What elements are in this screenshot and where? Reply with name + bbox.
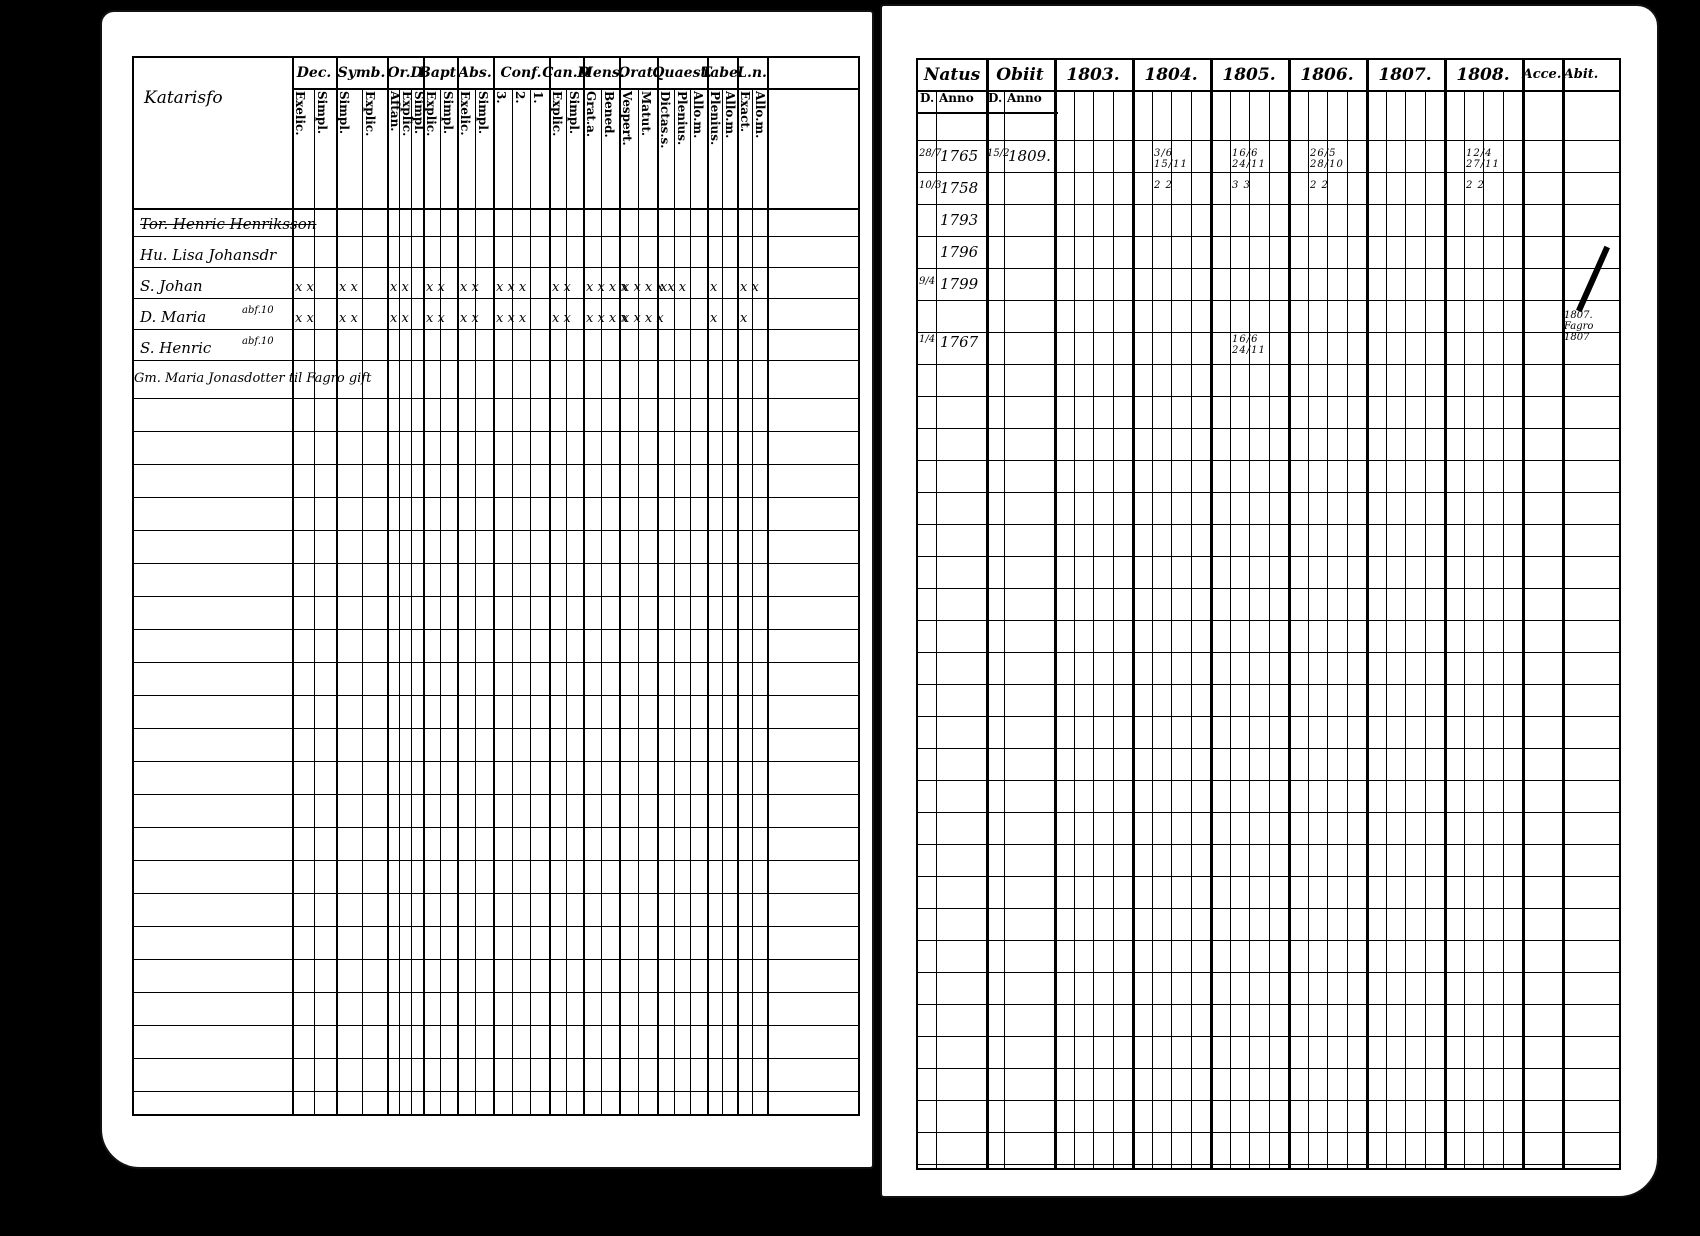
column-header: 1806. <box>1300 64 1354 85</box>
subcolumn-divider <box>1113 90 1114 1168</box>
sub-header-anno: Anno <box>939 91 974 105</box>
sub-header-anno: Anno <box>1007 91 1042 105</box>
row-rule <box>134 860 858 861</box>
subcolumn-header <box>292 89 314 199</box>
column-header: Obiit <box>996 64 1044 85</box>
check-mark: x x <box>460 311 479 326</box>
row-rule <box>918 524 1619 525</box>
row-rule <box>918 172 1619 173</box>
subcolumn-divider <box>530 88 531 1114</box>
row-rule <box>134 360 858 361</box>
row-rule <box>134 497 858 498</box>
subcolumn-divider <box>1386 90 1387 1168</box>
column-group-header: Abs. <box>458 64 492 81</box>
subcolumn-divider <box>475 88 476 1114</box>
natus-day: 28/7 <box>919 148 942 159</box>
subcolumn-divider <box>1191 90 1192 1168</box>
column-divider <box>457 58 459 1114</box>
subcolumn-header <box>583 89 601 199</box>
column-header: 1808. <box>1456 64 1510 85</box>
check-mark: x x x x <box>586 311 628 326</box>
subcolumn-header <box>512 89 531 199</box>
column-group-header: Mens. <box>577 64 625 81</box>
obiit-day: 15/2 <box>987 148 1010 159</box>
subcolumn-header <box>752 89 767 199</box>
subcolumn-divider <box>512 88 513 1114</box>
left-register-table <box>132 56 860 1116</box>
right-page <box>880 4 1659 1198</box>
row-rule <box>918 1036 1619 1037</box>
subcolumn-divider <box>936 90 937 1168</box>
column-divider <box>493 58 495 1114</box>
name-column-header: Katarisfo <box>144 88 223 108</box>
check-mark: x x <box>390 280 409 295</box>
check-mark: x x x <box>496 311 527 326</box>
subcolumn-label: Explic. <box>424 91 438 137</box>
subcolumn-label: Aftan. <box>388 91 402 132</box>
row-rule <box>918 300 1619 301</box>
check-mark: x x <box>552 311 571 326</box>
check-mark: x x x x <box>622 311 664 326</box>
row-rule <box>918 812 1619 813</box>
natus-year: 1765 <box>940 147 979 165</box>
subcolumn-header <box>475 89 493 199</box>
natus-day: 9/4 <box>919 276 936 287</box>
subcolumn-divider <box>638 88 639 1114</box>
check-mark: x x <box>295 280 314 295</box>
column-divider <box>1444 60 1447 1168</box>
natus-year: 1767 <box>940 333 979 351</box>
row-rule <box>918 748 1619 749</box>
subcolumn-divider <box>752 88 753 1114</box>
subcolumn-label: Vespert. <box>620 91 634 146</box>
subcolumn-label: Simpl. <box>567 91 581 135</box>
column-divider <box>1522 60 1525 1168</box>
subcolumn-label: Plenius. <box>674 91 689 146</box>
year-mark: 2 2 <box>1310 180 1329 191</box>
check-mark: x <box>710 311 718 326</box>
row-rule <box>134 959 858 960</box>
subcolumn-header <box>601 89 619 199</box>
natus-year: 1793 <box>940 211 979 229</box>
row-rule <box>134 398 858 399</box>
column-header: 1803. <box>1066 64 1120 85</box>
abiit-note: 1807. Fagro 1807 <box>1564 310 1594 343</box>
subcolumn-divider <box>1269 90 1270 1168</box>
column-divider <box>583 58 585 1114</box>
subcolumn-label: Allo.m. <box>691 91 706 139</box>
left-page <box>100 10 874 1169</box>
subcolumn-divider <box>1074 90 1075 1168</box>
column-divider <box>549 58 551 1114</box>
year-mark: 16/6 24/11 <box>1232 334 1266 356</box>
row-rule <box>918 332 1619 333</box>
subcolumn-header <box>530 89 549 199</box>
subcolumn-label: Explic. <box>550 91 564 137</box>
row-rule <box>134 794 858 795</box>
year-mark: 2 2 <box>1466 180 1485 191</box>
subcolumn-divider <box>1152 90 1153 1168</box>
row-rule <box>918 940 1619 941</box>
row-rule <box>918 652 1619 653</box>
row-rule <box>134 267 858 268</box>
subcolumn-header <box>399 89 414 199</box>
row-rule <box>918 1004 1619 1005</box>
subcolumn-header <box>457 89 475 199</box>
obiit-year: 1809. <box>1008 147 1051 165</box>
extra-entry: Gm. Maria Jonasdotter til Fagro gift <box>134 371 372 386</box>
subcolumn-label: Simpl. <box>476 91 490 135</box>
subcolumn-label: Plenius. <box>708 91 722 146</box>
subcolumn-label: Exact. <box>738 91 752 133</box>
column-group-header: Symb. <box>337 64 386 81</box>
subcolumn-divider <box>722 88 723 1114</box>
subcolumn-label: 1. <box>531 91 546 104</box>
row-rule <box>918 236 1619 237</box>
subcolumn-header <box>737 89 752 199</box>
column-group-header: Or.D <box>387 64 423 81</box>
subcolumn-label: Exelic. <box>293 91 307 136</box>
row-rule <box>134 530 858 531</box>
subcolumn-label: Grat.a. <box>584 91 598 138</box>
subcolumn-divider <box>1249 90 1250 1168</box>
row-rule <box>918 556 1619 557</box>
row-rule <box>134 926 858 927</box>
sub-header-d: D. <box>988 91 1003 105</box>
row-rule <box>134 893 858 894</box>
row-rule <box>918 1068 1619 1069</box>
natus-day: 1/4 <box>919 334 936 345</box>
year-mark: 12/4 27/11 <box>1466 148 1500 170</box>
subcolumn-header <box>387 89 402 199</box>
row-rule <box>918 396 1619 397</box>
natus-year: 1796 <box>940 243 979 261</box>
column-group-header: Bapt. <box>418 64 462 81</box>
row-rule <box>918 876 1619 877</box>
subcolumn-divider <box>1093 90 1094 1168</box>
column-header: Abit. <box>1563 67 1599 82</box>
column-group-header: L.n. <box>737 64 767 81</box>
subcolumn-divider <box>674 88 675 1114</box>
check-mark: x <box>740 311 748 326</box>
column-divider <box>1288 60 1291 1168</box>
person-note: abf.10 <box>242 336 274 347</box>
subcolumn-divider <box>362 88 363 1114</box>
subcolumn-header <box>362 89 388 199</box>
row-rule <box>134 761 858 762</box>
column-group-header: Can.D <box>542 64 590 81</box>
subcolumn-header <box>411 89 426 199</box>
column-group-header: Dec. <box>296 64 332 81</box>
column-divider <box>336 58 338 1114</box>
subcolumn-label: Simpl. <box>441 91 455 135</box>
subcolumn-label: Exelic. <box>458 91 472 136</box>
subcolumn-divider <box>1425 90 1426 1168</box>
person-note: abf.10 <box>242 305 274 316</box>
person-name: S. Johan <box>140 277 203 295</box>
row-rule <box>918 1164 1619 1165</box>
column-header: 1807. <box>1378 64 1432 85</box>
subcolumn-label: Allo.m. <box>723 91 737 139</box>
subcolumn-header <box>619 89 638 199</box>
person-name: Hu. Lisa Johansdr <box>140 246 277 264</box>
subcolumn-label: 2. <box>512 91 527 104</box>
row-rule <box>918 1100 1619 1101</box>
row-rule <box>918 972 1619 973</box>
check-mark: x x <box>740 280 759 295</box>
subcolumn-label: Explic. <box>362 91 377 137</box>
subcolumn-header <box>566 89 583 199</box>
subcolumn-header <box>722 89 737 199</box>
column-divider <box>767 58 769 1114</box>
subcolumn-divider <box>1327 90 1328 1168</box>
row-rule <box>134 563 858 564</box>
row-rule <box>134 662 858 663</box>
year-mark: 2 2 <box>1154 180 1173 191</box>
check-mark: x x x x <box>586 280 628 295</box>
row-rule <box>134 629 858 630</box>
subcolumn-header <box>549 89 566 199</box>
row-rule <box>134 827 858 828</box>
check-mark: x x x <box>496 280 527 295</box>
column-divider <box>423 58 425 1114</box>
subcolumn-header <box>638 89 657 199</box>
natus-year: 1799 <box>940 275 979 293</box>
check-mark: x x <box>339 311 358 326</box>
subcolumn-label: Bened. <box>602 91 616 138</box>
check-mark: x x <box>390 311 409 326</box>
column-divider <box>387 58 389 1114</box>
year-mark: 3/6 15/11 <box>1154 148 1188 170</box>
check-mark: x <box>710 280 718 295</box>
row-rule <box>918 1132 1619 1133</box>
row-rule <box>134 1058 858 1059</box>
row-rule <box>134 992 858 993</box>
natus-day: 10/3 <box>919 180 942 191</box>
row-rule <box>918 844 1619 845</box>
row-rule <box>134 596 858 597</box>
column-divider <box>1054 60 1057 1168</box>
subcolumn-label: Explic. <box>400 91 414 137</box>
check-mark: x x <box>295 311 314 326</box>
column-divider <box>707 58 709 1114</box>
row-rule <box>918 908 1619 909</box>
row-rule <box>918 588 1619 589</box>
natus-year: 1758 <box>940 179 979 197</box>
right-register-table <box>916 58 1621 1170</box>
year-mark: 16/6 24/11 <box>1232 148 1266 170</box>
row-rule <box>918 684 1619 685</box>
subcolumn-header <box>440 89 457 199</box>
row-rule <box>134 695 858 696</box>
subcolumn-label: Simpl. <box>412 91 426 135</box>
row-rule <box>134 464 858 465</box>
subcolumn-divider <box>440 88 441 1114</box>
person-name: Tor. Henric Henriksson <box>140 215 317 233</box>
subcolumn-divider <box>566 88 567 1114</box>
subcolumn-header <box>657 89 674 199</box>
subcolumn-label: Simpl. <box>337 91 351 135</box>
subcolumn-divider <box>1308 90 1309 1168</box>
check-mark: x x <box>426 311 445 326</box>
subcolumn-divider <box>690 88 691 1114</box>
subcolumn-header <box>493 89 512 199</box>
column-divider <box>619 58 621 1114</box>
subcolumn-header <box>674 89 691 199</box>
subcolumn-divider <box>314 88 315 1114</box>
column-divider <box>1366 60 1369 1168</box>
sub-header-d: D. <box>920 91 935 105</box>
subcolumn-divider <box>1004 90 1005 1168</box>
subcolumn-divider <box>1171 90 1172 1168</box>
column-divider <box>737 58 739 1114</box>
subcolumn-header <box>707 89 722 199</box>
year-mark: 26/5 28/10 <box>1310 148 1344 170</box>
column-header: 1804. <box>1144 64 1198 85</box>
row-rule <box>918 268 1619 269</box>
row-rule <box>134 298 858 299</box>
check-mark: x x <box>552 280 571 295</box>
row-rule <box>918 716 1619 717</box>
row-rule <box>134 431 858 432</box>
subcolumn-divider <box>1405 90 1406 1168</box>
subcolumn-divider <box>1483 90 1484 1168</box>
column-header: Acce. <box>1522 67 1562 82</box>
check-mark: x x <box>426 280 445 295</box>
subcolumn-header <box>423 89 440 199</box>
row-rule <box>134 329 858 330</box>
row-rule <box>134 728 858 729</box>
subcolumn-divider <box>1503 90 1504 1168</box>
subcolumn-header <box>336 89 362 199</box>
column-header: Natus <box>923 64 981 85</box>
row-rule <box>918 620 1619 621</box>
person-name: D. Maria <box>140 308 207 326</box>
column-divider <box>657 58 659 1114</box>
subcolumn-label: Allo.m. <box>753 91 767 139</box>
subcolumn-header <box>314 89 336 199</box>
check-mark: x x x x <box>622 280 664 295</box>
row-rule <box>918 140 1619 141</box>
subcolumn-divider <box>1347 90 1348 1168</box>
row-rule <box>918 204 1619 205</box>
check-mark: x x <box>460 280 479 295</box>
column-group-header: Conf. <box>500 64 542 81</box>
subcolumn-divider <box>1464 90 1465 1168</box>
column-group-header: Tabe. <box>701 64 743 81</box>
column-divider <box>1132 60 1135 1168</box>
row-rule <box>134 1025 858 1026</box>
subheader-rule <box>134 208 858 210</box>
person-name: S. Henric <box>140 339 212 357</box>
subcolumn-label: Dictas.s. <box>658 91 672 149</box>
column-divider <box>986 60 989 1168</box>
check-mark: xx x <box>660 280 687 295</box>
row-rule <box>918 780 1619 781</box>
row-rule <box>918 428 1619 429</box>
subcolumn-divider <box>411 88 412 1114</box>
row-rule <box>918 364 1619 365</box>
subcolumn-label: Matut. <box>639 91 653 137</box>
subcolumn-label: Simpl. <box>315 91 329 135</box>
subcolumn-header <box>690 89 707 199</box>
subcolumn-divider <box>1230 90 1231 1168</box>
check-mark: x x <box>339 280 358 295</box>
column-divider <box>1210 60 1213 1168</box>
row-rule <box>918 492 1619 493</box>
subcolumn-divider <box>601 88 602 1114</box>
subcolumn-divider <box>399 88 400 1114</box>
row-rule <box>918 460 1619 461</box>
row-rule <box>134 236 858 237</box>
year-mark: 3 3 <box>1232 180 1251 191</box>
subcolumn-label: 3. <box>494 91 508 104</box>
column-group-header: Orat. <box>618 64 658 81</box>
column-header: 1805. <box>1222 64 1276 85</box>
row-rule <box>134 1091 858 1092</box>
column-divider <box>1562 60 1565 1168</box>
column-group-header: Quaest. <box>652 64 712 81</box>
